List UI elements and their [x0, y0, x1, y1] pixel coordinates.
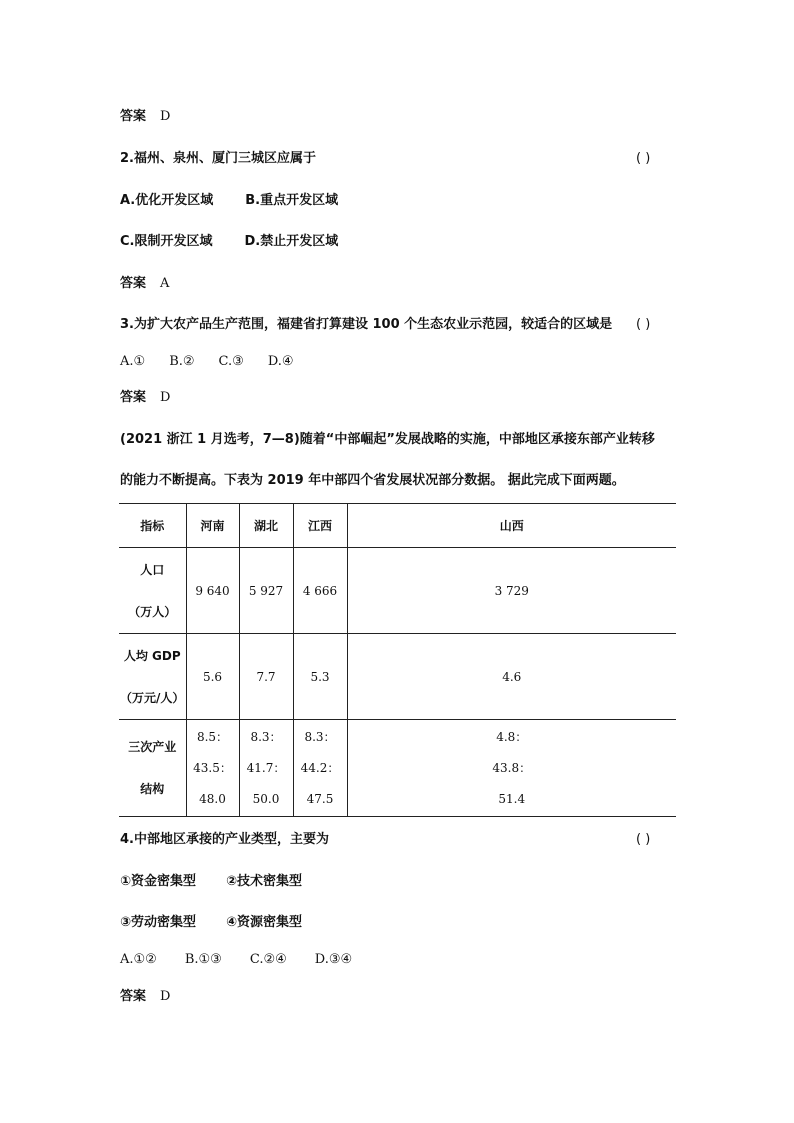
answer-label: 答案 [120, 390, 147, 405]
option-a: A.优化开发区域 [120, 193, 214, 208]
cell-line: 43.8： [492, 760, 532, 775]
table-cell: 3 729 [347, 548, 676, 634]
table-cell: 9 640 [186, 548, 239, 634]
table-cell [347, 720, 676, 817]
table-row-gdp [119, 634, 676, 720]
question-2-stem: 2.福州、泉州、厦门三城区应属于 [120, 151, 316, 166]
intro-line-2: 的能力不断提高。下表为 2019 年中部四个省发展状况部分数据。 据此完成下面两题。 [120, 473, 625, 488]
item-1: ①资金密集型 [120, 874, 197, 889]
option-c: C.限制开发区域 [120, 234, 213, 249]
row-label [119, 720, 186, 817]
cell-line: 4.8： [496, 729, 528, 744]
table-cell: 5 927 [239, 548, 293, 634]
cell-line: 43.5： [193, 760, 232, 775]
item-3: ③劳动密集型 [120, 915, 197, 930]
cell-line: 48.0 [199, 791, 226, 806]
cell-line: 41.7： [246, 760, 286, 775]
option-d: D.禁止开发区域 [244, 234, 339, 249]
answer-row [120, 988, 170, 1006]
option-c: C.③ [218, 354, 244, 369]
header-jiangxi: 江西 [293, 504, 347, 548]
question-2-options-row2 [120, 233, 338, 251]
answer-row [120, 389, 170, 407]
row-label-line2: 结构 [140, 782, 165, 796]
option-a: A.① [120, 354, 146, 369]
table-cell: 4.6 [347, 634, 676, 720]
cell-line: 8.3： [250, 729, 282, 744]
answer-label: 答案 [120, 109, 147, 124]
cell-line: 8.3： [304, 729, 336, 744]
option-c: C.②④ [249, 952, 287, 967]
question-4-paren: ( ) [636, 832, 651, 847]
cell-line: 50.0 [252, 791, 280, 806]
answer-label: 答案 [120, 989, 147, 1004]
option-b: B.② [169, 354, 195, 369]
question-4-items-row2 [120, 914, 302, 932]
table-header-row [119, 504, 676, 548]
intro-line-1: (2021 浙江 1 月选考，7—8)随着“中部崛起”发展战略的实施，中部地区承接东部产业转移 [120, 432, 655, 447]
answer-value: D [160, 989, 171, 1004]
table-cell: 4 666 [293, 548, 347, 634]
header-henan: 河南 [186, 504, 239, 548]
item-2: ②技术密集型 [226, 874, 303, 889]
question-4-items-row1 [120, 873, 302, 891]
answer-value: A [160, 276, 170, 291]
row-label-line2: （万人） [128, 604, 177, 619]
table-cell [293, 720, 347, 817]
option-d: D.③④ [314, 952, 353, 967]
header-shanxi: 山西 [347, 504, 676, 548]
option-b: B.重点开发区域 [245, 193, 339, 208]
table-cell: 5.3 [293, 634, 347, 720]
row-label-line1: 三次产业 [128, 740, 177, 754]
cell-line: 44.2： [300, 760, 340, 775]
row-label-line2: （万元/人） [120, 690, 185, 705]
item-4: ④资源密集型 [226, 915, 303, 930]
answer-label: 答案 [120, 276, 147, 291]
option-a: A.①② [120, 952, 157, 967]
cell-line: 47.5 [306, 791, 334, 806]
option-b: B.①③ [184, 952, 222, 967]
table-row-structure [119, 720, 676, 817]
table-cell [186, 720, 239, 817]
row-label [119, 548, 186, 634]
answer-value: D [160, 109, 171, 124]
cell-line: 51.4 [498, 791, 526, 806]
header-hubei: 湖北 [239, 504, 293, 548]
answer-row [120, 275, 169, 293]
option-d: D.④ [267, 354, 294, 369]
question-2-options-row1 [120, 192, 338, 210]
question-3-stem: 3.为扩大农产品生产范围，福建省打算建设 100 个生态农业示范园，较适合的区域是 [120, 317, 613, 332]
answer-row [120, 108, 170, 126]
row-label-line1: 人均 GDP [123, 648, 181, 663]
question-3-options [120, 353, 294, 371]
question-4-options [120, 951, 352, 969]
cell-line: 8.5： [196, 729, 229, 744]
row-label-line1: 人口 [140, 562, 165, 577]
question-2-paren: ( ) [636, 151, 651, 166]
province-data-table [119, 503, 676, 817]
answer-value: D [160, 390, 171, 405]
table-row-population [119, 548, 676, 634]
table-cell: 7.7 [239, 634, 293, 720]
row-label [119, 634, 186, 720]
table-cell [239, 720, 293, 817]
header-indicator: 指标 [119, 504, 186, 548]
question-3-paren: ( ) [636, 317, 651, 332]
question-4-stem: 4.中部地区承接的产业类型，主要为 [120, 832, 329, 847]
table-cell: 5.6 [186, 634, 239, 720]
